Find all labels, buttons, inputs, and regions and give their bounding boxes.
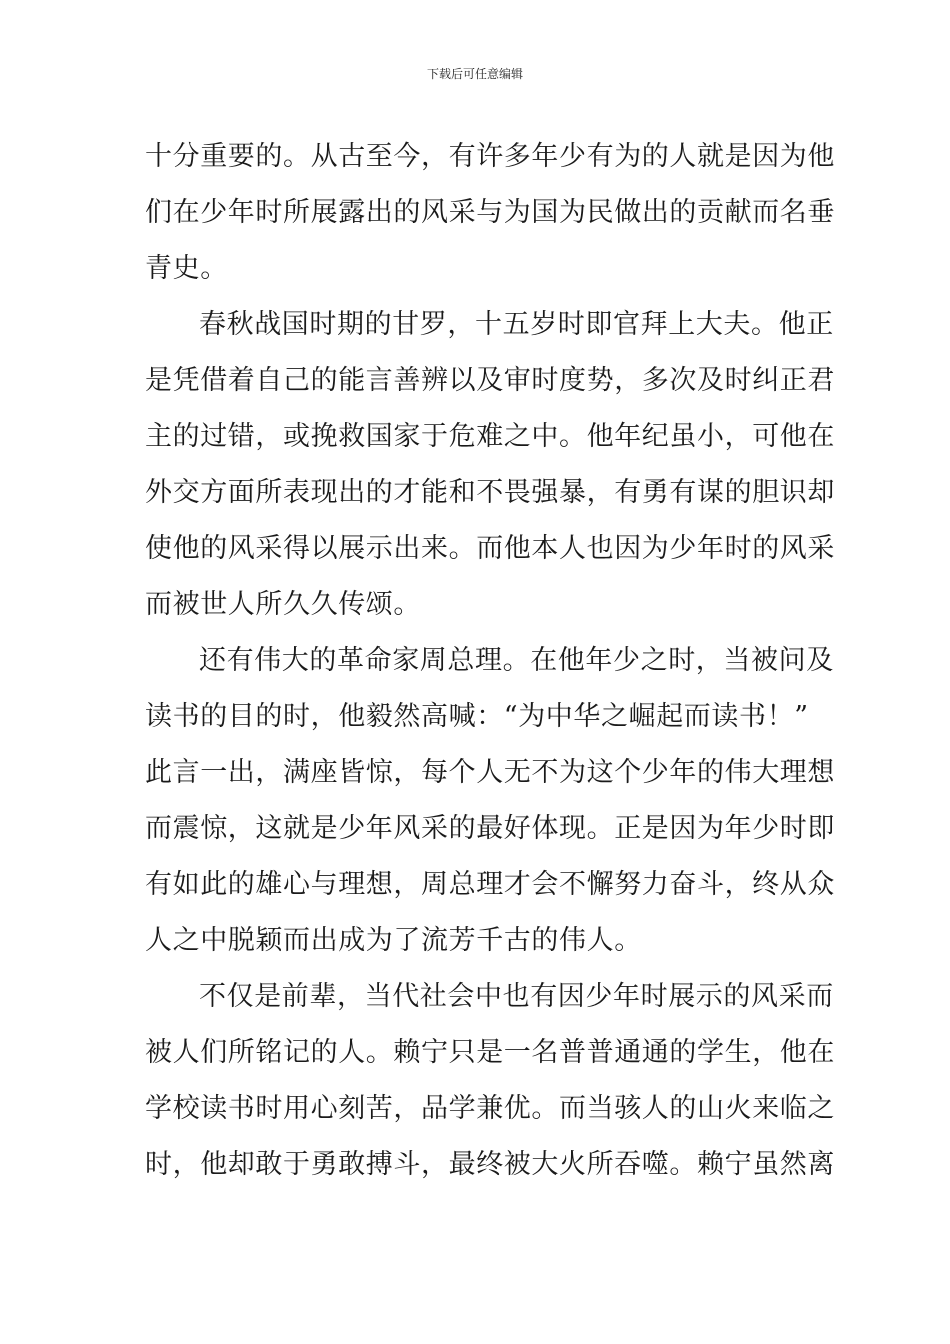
text-line: 此言一出，满座皆惊，每个人无不为这个少年的伟大理想: [145, 757, 835, 788]
page-header: 下载后可任意编辑: [426, 67, 523, 81]
paragraph-first-line: 不仅是前辈，当代社会中也有因少年时展示的风采而: [199, 981, 834, 1012]
text-line: 使他的风采得以展示出来。而他本人也因为少年时的风采: [145, 533, 835, 564]
text-line: 青史。: [145, 253, 228, 284]
text-line: 而被世人所久久传颂。: [145, 589, 421, 620]
text-line: 十分重要的。从古至今，有许多年少有为的人就是因为他: [145, 141, 835, 172]
text-line: 读书的目的时，他毅然高喊：“为中华之崛起而读书！”: [145, 701, 809, 732]
paragraph-first-line: 春秋战国时期的甘罗，十五岁时即官拜上大夫。他正: [199, 309, 834, 340]
text-line: 而震惊，这就是少年风采的最好体现。正是因为年少时即: [145, 813, 835, 844]
text-line: 被人们所铭记的人。赖宁只是一名普普通通的学生，他在: [145, 1037, 835, 1068]
text-line: 外交方面所表现出的才能和不畏强暴，有勇有谋的胆识却: [145, 477, 835, 508]
text-line: 有如此的雄心与理想，周总理才会不懈努力奋斗，终从众: [145, 869, 835, 900]
text-line: 主的过错，或挽救国家于危难之中。他年纪虽小，可他在: [145, 421, 835, 452]
text-line: 人之中脱颖而出成为了流芳千古的伟人。: [145, 925, 642, 956]
paragraph-first-line: 还有伟大的革命家周总理。在他年少之时，当被问及: [199, 645, 834, 676]
text-line: 学校读书时用心刻苦，品学兼优。而当骇人的山火来临之: [145, 1093, 835, 1124]
text-line: 时，他却敢于勇敢搏斗，最终被大火所吞噬。赖宁虽然离: [145, 1149, 835, 1180]
text-line: 是凭借着自己的能言善辨以及审时度势，多次及时纠正君: [145, 365, 835, 396]
document-body: [145, 129, 835, 1193]
text-line: 们在少年时所展露出的风采与为国为民做出的贡献而名垂: [145, 197, 835, 228]
